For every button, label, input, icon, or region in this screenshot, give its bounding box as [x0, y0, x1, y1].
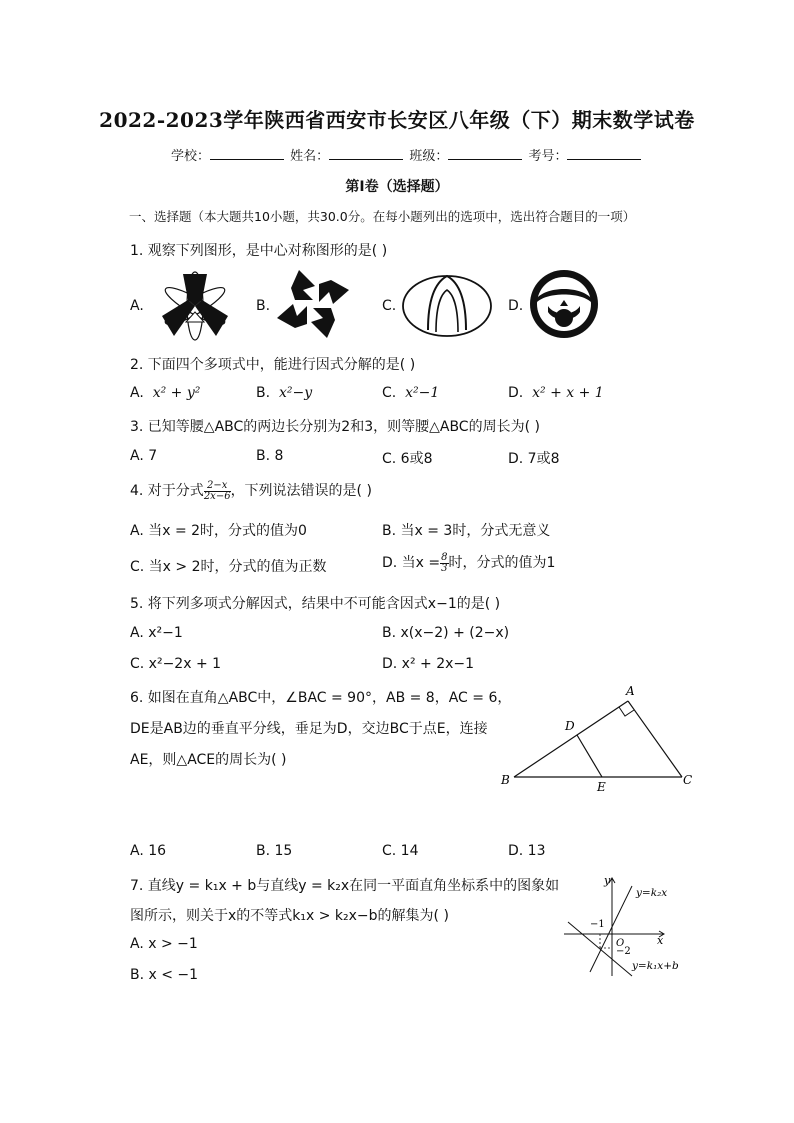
q1-option-c-label: C.	[382, 298, 397, 314]
student-info-line	[171, 145, 643, 164]
q4-option-d-denominator: 3	[441, 562, 448, 574]
q2-stem: 2. 下面四个多项式中，能进行因式分解的是( )	[130, 357, 416, 373]
q3-stem: 3. 已知等腰△ABC的两边长分别为2和3，则等腰△ABC的周长为( )	[130, 419, 540, 435]
q6-option-b: B. 15	[256, 843, 293, 859]
q1-option-a-label: A.	[130, 298, 144, 314]
q6-option-d: D. 13	[508, 843, 546, 859]
q4-option-b: B. 当x = 3时，分式无意义	[382, 523, 551, 539]
q6-label-c: C	[683, 773, 693, 787]
q4-fraction	[204, 481, 231, 502]
q6-label-e: E	[597, 780, 606, 794]
q7-option-a: A. x > −1	[130, 936, 198, 952]
q5-option-c: C. x²−2x + 1	[130, 656, 222, 672]
q7-label-x-axis: x	[657, 934, 664, 947]
q4-option-d-fraction	[440, 553, 448, 574]
q6-label-d: D	[565, 719, 575, 733]
q2-option-b-expr: x²−y	[278, 385, 313, 401]
q7-label-line-k2: y=k₂x	[636, 887, 668, 899]
q4-stem-post: ，下列说法错误的是( )	[230, 483, 372, 499]
q7-label-origin: O	[616, 938, 625, 949]
q7-label-neg2: −2	[616, 946, 631, 957]
section-heading: 第Ⅰ卷（选择题）	[345, 179, 449, 195]
q5-option-b: B. x(x−2) + (2−x)	[382, 625, 510, 641]
class-blank[interactable]	[448, 146, 522, 160]
q4-fraction-numerator: 2−x	[204, 481, 231, 492]
q2-option-a	[130, 385, 200, 401]
q4-fraction-denominator: 2x−6	[203, 490, 231, 502]
q2-option-c-label: C.	[382, 385, 397, 401]
q7-label-y-axis: y	[604, 874, 611, 887]
name-blank[interactable]	[329, 146, 403, 160]
q3-option-b: B. 8	[256, 448, 284, 464]
part-heading: 一、选择题（本大题共10小题，共30.0分。在每小题列出的选项中，选出符合题目的一项）	[129, 209, 636, 224]
q6-option-c: C. 14	[382, 843, 419, 859]
q3-option-d: D. 7或8	[508, 451, 560, 467]
exam-no-label: 考号：	[528, 149, 568, 164]
q7-option-b: B. x < −1	[130, 967, 199, 983]
q6-triangle-figure	[500, 682, 700, 794]
q2-option-d-label: D.	[508, 385, 524, 401]
q2-option-d-expr: x² + x + 1	[532, 385, 604, 401]
q4-option-c: C. 当x > 2时，分式的值为正数	[130, 559, 327, 575]
q5-stem: 5. 将下列多项式分解因式，结果中不可能含因式x−1的是( )	[130, 596, 501, 612]
q4-option-d	[382, 552, 555, 574]
q4-option-d-pre: D. 当x =	[382, 555, 441, 571]
q2-option-d	[508, 385, 604, 401]
school-blank[interactable]	[210, 146, 284, 160]
q3-option-c: C. 6或8	[382, 451, 433, 467]
class-label: 班级：	[409, 149, 449, 164]
q6-stem-line2: DE是AB边的垂直平分线，垂足为D，交边BC于点E，连接	[130, 721, 488, 737]
q7-stem-line2: 图所示，则关于x的不等式k₁x > k₂x−b的解集为( )	[130, 908, 449, 924]
q4-stem-pre: 4. 对于分式	[130, 483, 204, 499]
q1-figure-d	[526, 266, 602, 342]
q1-figure-c	[400, 268, 495, 340]
q7-graph-figure	[560, 872, 700, 982]
q7-stem-line1: 7. 直线y = k₁x + b与直线y = k₂x在同一平面直角坐标系中的图象如	[130, 878, 560, 894]
q1-option-d-label: D.	[508, 298, 524, 314]
q6-label-a: A	[626, 684, 635, 698]
q2-option-a-expr: x² + y²	[152, 385, 201, 401]
q7-label-line-k1: y=k₁x+b	[632, 960, 679, 972]
q7-label-neg1: −1	[590, 919, 605, 930]
q5-option-a: A. x²−1	[130, 625, 183, 641]
q4-stem	[130, 480, 372, 502]
q2-option-c	[382, 385, 439, 401]
q1-stem: 1. 观察下列图形，是中心对称图形的是( )	[130, 243, 388, 259]
q6-label-b: B	[501, 773, 510, 787]
q2-option-b-label: B.	[256, 385, 271, 401]
q1-figure-b	[273, 266, 353, 342]
exam-no-blank[interactable]	[567, 146, 641, 160]
school-label: 学校：	[171, 149, 211, 164]
q2-option-c-expr: x²−1	[405, 385, 440, 401]
q4-option-d-numerator: 8	[441, 551, 448, 563]
q6-stem-line3: AE，则△ACE的周长为( )	[130, 752, 287, 768]
q5-option-d: D. x² + 2x−1	[382, 656, 475, 672]
q6-stem-line1: 6. 如图在直角△ABC中，∠BAC = 90°，AB = 8，AC = 6，	[130, 690, 512, 706]
q1-figure-a	[150, 266, 240, 341]
q2-option-b	[256, 385, 312, 401]
q6-option-a: A. 16	[130, 843, 167, 859]
q3-option-a: A. 7	[130, 448, 158, 464]
page-title: 2022-2023学年陕西省西安市长安区八年级（下）期末数学试卷	[99, 108, 695, 132]
q4-option-d-post: 时，分式的值为1	[448, 555, 556, 571]
name-label: 姓名：	[290, 149, 330, 164]
q4-option-a: A. 当x = 2时，分式的值为0	[130, 523, 307, 539]
q1-option-b-label: B.	[256, 298, 271, 314]
q2-option-a-label: A.	[130, 385, 144, 401]
